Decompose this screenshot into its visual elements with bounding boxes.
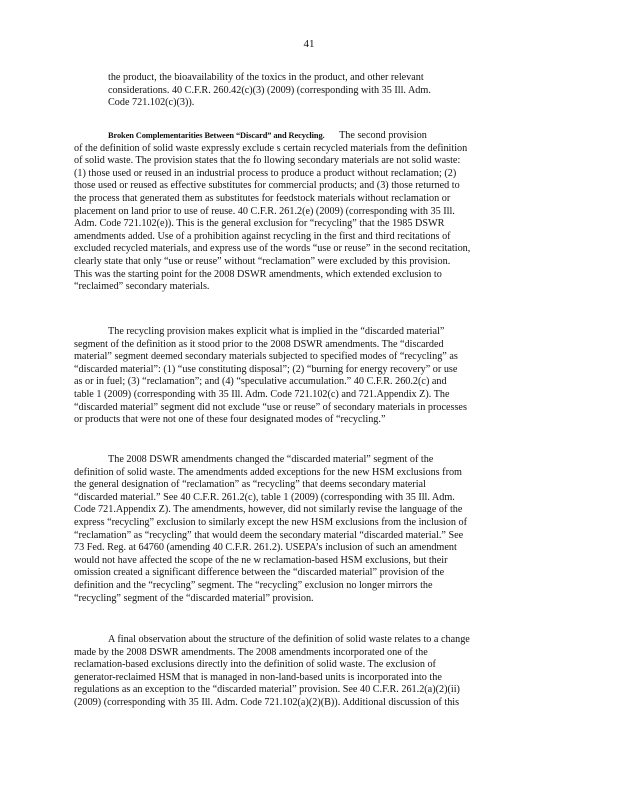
text-line: “recycling” segment of the “discarded material” provision. [74, 592, 314, 604]
paragraph-continuation [108, 72, 532, 110]
paragraph-recycling-provision [74, 326, 532, 427]
text-line: the product, the bioavailability of the toxics in the product, and other relevant [108, 72, 424, 83]
text-line: excluded recycled materials, and express use of the words “use or reuse” in the second recitation, [74, 243, 471, 255]
text-line: 73 Fed. Reg. at 64760 (amending 40 C.F.R. 261.2). USEPA’s inclusion of such an amendment [74, 542, 457, 554]
text-line: omission created a significant difference between the “discarded material” provision of the [74, 567, 445, 579]
text-line: Adm. Code 721.102(e)). This is the general exclusion for “recycling” that the 1985 DSWR [74, 218, 445, 230]
section-heading: Broken Complementarities Between “Discard” and Recycling. [108, 131, 325, 140]
text-line: definition of solid waste. The amendments added exceptions for the new HSM exclusions from [74, 466, 462, 478]
text-line: definition and the “recycling” segment. The “recycling” exclusion no longer mirrors the [74, 579, 433, 591]
text-line: of solid waste. The provision states that the fo llowing secondary materials are not solid waste: [74, 155, 461, 167]
text-line: table 1 (2009) (corresponding with 35 Ill. Adm. Code 721.102(c) and 721.Appendix Z). The [74, 388, 450, 400]
text-line: This was the starting point for the 2008 DSWR amendments, which extended exclusion to [74, 268, 442, 280]
text-line: clearly state that only “use or reuse” without “reclamation” were excluded by this provision. [74, 255, 451, 267]
text-line: would not have affected the scope of the ne w reclamation-based HSM exclusions, but their [74, 554, 448, 566]
text-line: material” segment deemed secondary materials subjected to specified modes of “recycling” as [74, 351, 458, 363]
text-line: Code 721.102(c)(3)). [108, 97, 195, 109]
text-line: The second provision [339, 130, 427, 141]
text-line: considerations. 40 C.F.R. 260.42(c)(3) (2009) (corresponding with 35 Ill. Adm. [108, 84, 431, 96]
paragraph-broken-complementarities [74, 130, 532, 294]
paragraph-2008-amendments [74, 454, 532, 605]
heading-line [74, 130, 532, 143]
text-line: (2009) (corresponding with 35 Ill. Adm. Code 721.102(a)(2)(B)). Additional discussion of this [74, 696, 460, 708]
text-line: The 2008 DSWR amendments changed the “discarded material” segment of the [108, 454, 434, 465]
text-line: made by the 2008 DSWR amendments. The 2008 amendments incorporated one of the [74, 646, 428, 658]
text-line: the process that generated them as substitutes for feedstock materials without reclamation or [74, 192, 451, 204]
text-line: as or in fuel; (3) “reclamation”; and (4) “speculative accumulation.” 40 C.F.R. 260.2(c) and [74, 376, 447, 388]
page-number: 41 [303, 38, 315, 50]
text-line: of the definition of solid waste expressly exclude s certain recycled materials from the definition [74, 142, 468, 154]
text-line: “discarded material.” See 40 C.F.R. 261.2(c), table 1 (2009) (corresponding with 35 Ill. Adm. [74, 491, 455, 503]
text-line: placement on land prior to use of reuse. 40 C.F.R. 261.2(e) (2009) (corresponding with 35 Ill. [74, 205, 455, 217]
text-line: A final observation about the structure of the definition of solid waste relates to a change [108, 634, 470, 645]
text-line: amendments added. Use of a prohibition against recycling in the first and third recitations of [74, 230, 451, 242]
text-line: “reclamation” as “recycling” that would deem the secondary material “discarded material.” See [74, 529, 464, 541]
text-line: (1) those used or reused in an industrial process to produce a product without reclamation; (2) [74, 167, 457, 179]
text-line: “reclaimed” secondary materials. [74, 281, 210, 293]
text-line: “discarded material”: (1) “use constituting disposal”; (2) “burning for energy recovery” or use [74, 363, 458, 375]
text-line: express “recycling” exclusion to similarly except the new HSM exclusions from the inclusion of [74, 516, 467, 528]
paragraph-final-observation [74, 634, 532, 710]
text-line: segment of the definition as it stood prior to the 2008 DSWR amendments. The “discarded [74, 338, 444, 350]
text-line: reclamation-based exclusions directly into the definition of solid waste. The exclusion of [74, 659, 436, 671]
text-line: the general designation of “reclamation” as “recycling” that deems secondary material [74, 479, 426, 491]
text-line: those used or reused as effective substitutes for commercial products; and (3) those returned to [74, 180, 460, 192]
text-line: or products that were not one of these four designated modes of “recycling.” [74, 414, 386, 426]
text-line: regulations as an exception to the “discarded material” provision. See 40 C.F.R. 261.2(a)(2)(ii) [74, 684, 460, 696]
text-line: The recycling provision makes explicit what is implied in the “discarded material” [108, 326, 445, 337]
text-line: Code 721.Appendix Z). The amendments, however, did not similarly revise the language of the [74, 504, 463, 516]
text-line: generator-reclaimed HSM that is managed in non-land-based units is incorporated into the [74, 671, 442, 683]
text-line: “discarded material” segment did not exclude “use or reuse” of secondary materials in processes [74, 401, 467, 413]
